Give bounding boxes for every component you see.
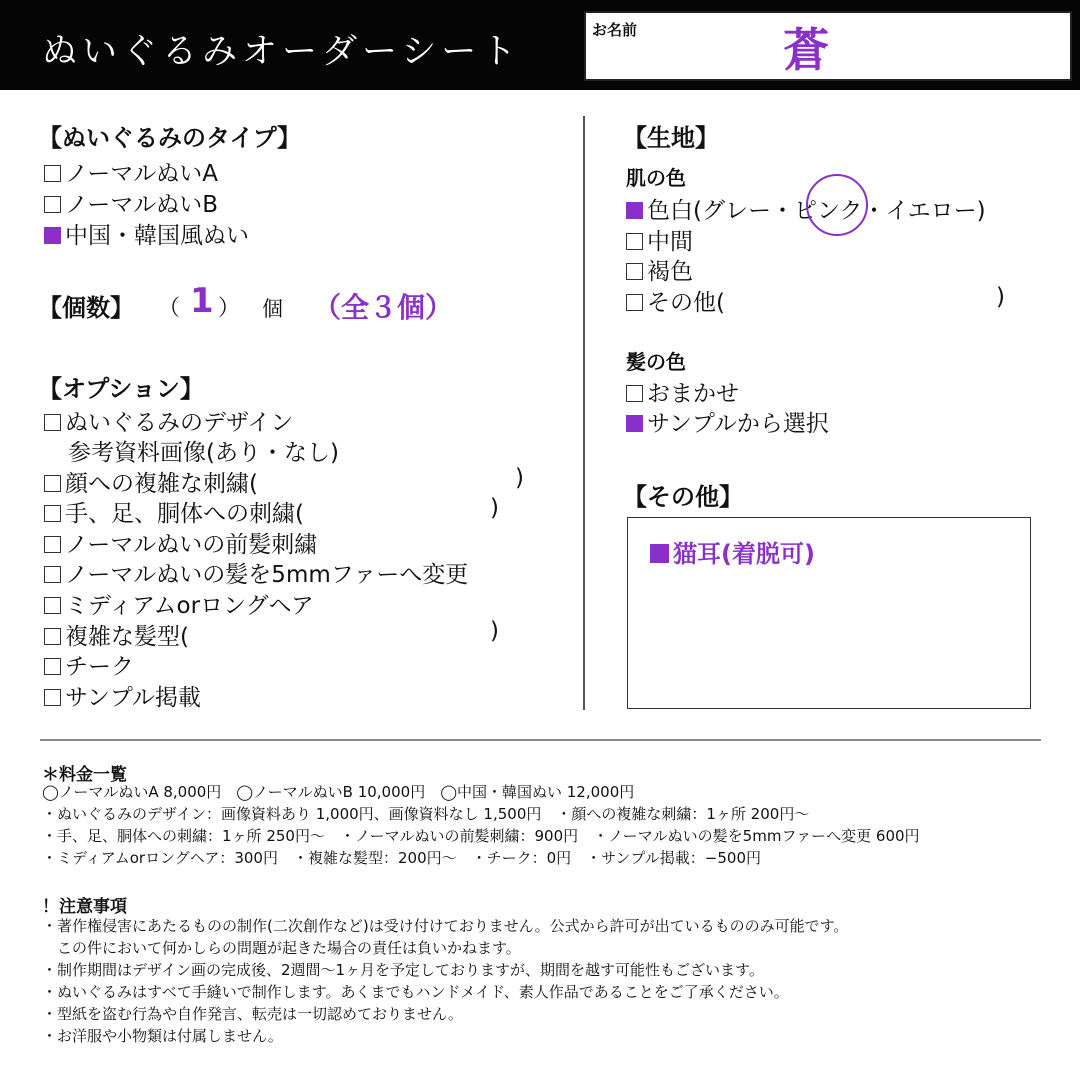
sheet-title: ぬいぐるみオーダーシート [42,32,522,72]
column-divider [583,116,585,710]
option-label: ミディアムorロングヘア [65,593,314,619]
option-fur-hair[interactable] [44,556,468,589]
skin-option-label: 褐色 [647,259,693,285]
skin-medium[interactable] [626,223,693,256]
checkbox-checked[interactable] [44,227,61,244]
price-list-heading: ＊料金一覧 [42,765,127,785]
checkbox-unchecked[interactable] [44,658,61,675]
option-label: チーク [65,654,134,680]
count-heading: 【個数】 [38,294,134,322]
other-value-text: 猫耳(着脱可) [673,540,815,568]
option-label: 手、足、胴体への刺繍( [65,501,304,527]
type-option-label: ノーマルぬいA [65,161,219,187]
price-line: ・ミディアムorロングヘア：300円 ・複雑な髪型：200円〜 ・チーク：0円 ・サンプル掲載：−500円 [42,849,762,867]
option-face-embroidery-close: ) [515,465,524,491]
type-option-normal-a[interactable] [44,155,218,188]
skin-option-label: 色白(グレー・ピンク・イエロー) [647,198,986,224]
fabric-heading: 【生地】 [623,124,719,152]
option-label: 顔への複雑な刺繍( [65,471,258,497]
checkbox-unchecked[interactable] [44,165,61,182]
hair-option-label: おまかせ [647,381,739,407]
note-line: ・ぬいぐるみはすべて手縫いで制作します。あくまでもハンドメイド、素人作品であることをご了承ください。 [42,983,789,1001]
section-divider [40,739,1041,741]
note-line: この件において何かしらの問題が起きた場合の責任は負いかねます。 [42,939,521,957]
note-line: ・著作権侵害にあたるものの制作(二次創作など)は受け付けておりません。公式から許可が出ているもののみ可能です。 [42,917,849,935]
hair-option-label: サンプルから選択 [647,411,829,437]
checkbox-unchecked[interactable] [44,689,61,706]
count-close-paren: ） [218,296,241,321]
skin-brown[interactable] [626,253,693,286]
option-label: ノーマルぬいの髪を5mmファーへ変更 [65,562,469,588]
price-line: ・ぬいぐるみのデザイン：画像資料あり 1,000円、画像資料なし 1,500円 ・顔への複雑な刺繍：1ヶ所 200円〜 [42,805,810,823]
checkbox-unchecked[interactable] [44,505,61,522]
count-value: 1 [190,281,214,321]
checkbox-unchecked[interactable] [44,414,61,431]
option-sample-publish[interactable] [44,679,201,712]
checkbox-unchecked[interactable] [626,294,643,311]
name-label: お名前 [592,21,638,39]
skin-other-close: ) [996,284,1005,310]
hair-auto[interactable] [626,375,739,408]
checkbox-unchecked[interactable] [44,196,61,213]
option-long-hair[interactable] [44,587,314,620]
option-face-embroidery[interactable] [44,465,258,498]
type-option-label: 中国・韓国風ぬい [65,223,249,249]
option-cheek[interactable] [44,648,134,681]
count-open-paren: （ [158,296,181,321]
checkbox-unchecked[interactable] [44,566,61,583]
checkbox-checked[interactable] [626,202,643,219]
option-label: 複雑な髪型( [65,624,189,650]
price-line: ・手、足、胴体への刺繍：1ヶ所 250円〜 ・ノーマルぬいの前髪刺繍：900円 ・ノーマルぬいの髪を5mmファーへ変更 600円 [42,827,920,845]
option-label: サンプル掲載 [65,685,201,711]
count-total: （全３個） [313,291,454,324]
checkbox-unchecked[interactable] [626,233,643,250]
checkbox-unchecked[interactable] [44,475,61,492]
type-heading: 【ぬいぐるみのタイプ】 [38,124,302,152]
skin-option-label: その他( [647,290,725,316]
other-heading: 【その他】 [623,483,743,511]
option-design[interactable] [44,404,293,437]
price-line: ◯ノーマルぬいA 8,000円 ◯ノーマルぬいB 10,000円 ◯中国・韓国ぬい 12,000円 [42,783,635,801]
option-label: ぬいぐるみのデザイン [65,410,294,436]
note-line: ・制作期間はデザイン画の完成後、2週間〜1ヶ月を予定しておりますが、期間を越す可能性もございます。 [42,961,764,979]
note-line: ・お洋服や小物類は付属しません。 [42,1027,283,1045]
notes-heading: ！注意事項 [42,897,127,917]
option-label: ノーマルぬいの前髪刺繍 [65,532,318,558]
checkbox-unchecked[interactable] [44,536,61,553]
checkbox-checked [650,544,669,563]
checkbox-checked[interactable] [626,415,643,432]
name-value: 蒼 [783,23,829,77]
checkbox-unchecked[interactable] [44,597,61,614]
skin-other[interactable] [626,284,725,317]
option-body-embroidery[interactable] [44,495,304,528]
option-bangs-embroidery[interactable] [44,526,317,559]
checkbox-unchecked[interactable] [626,263,643,280]
hair-color-label: 髪の色 [626,350,686,374]
option-complex-hair[interactable] [44,618,189,651]
note-line: ・型紙を盗む行為や自作発言、転売は一切認めておりません。 [42,1005,463,1023]
option-reference-images: 参考資料画像(あり・なし) [68,440,339,466]
options-heading: 【オプション】 [38,375,204,403]
type-option-normal-b[interactable] [44,186,218,219]
hair-from-sample[interactable] [626,405,829,438]
skin-option-label: 中間 [647,229,693,255]
checkbox-unchecked[interactable] [626,385,643,402]
option-complex-hair-close: ) [490,618,499,644]
checkbox-unchecked[interactable] [44,628,61,645]
pink-selection-circle [806,174,868,236]
other-value [650,534,815,569]
type-option-china-korea[interactable] [44,217,249,250]
count-unit: 個 [262,297,283,321]
skin-color-label: 肌の色 [626,166,686,190]
option-body-embroidery-close: ) [490,495,499,521]
type-option-label: ノーマルぬいB [65,192,219,218]
